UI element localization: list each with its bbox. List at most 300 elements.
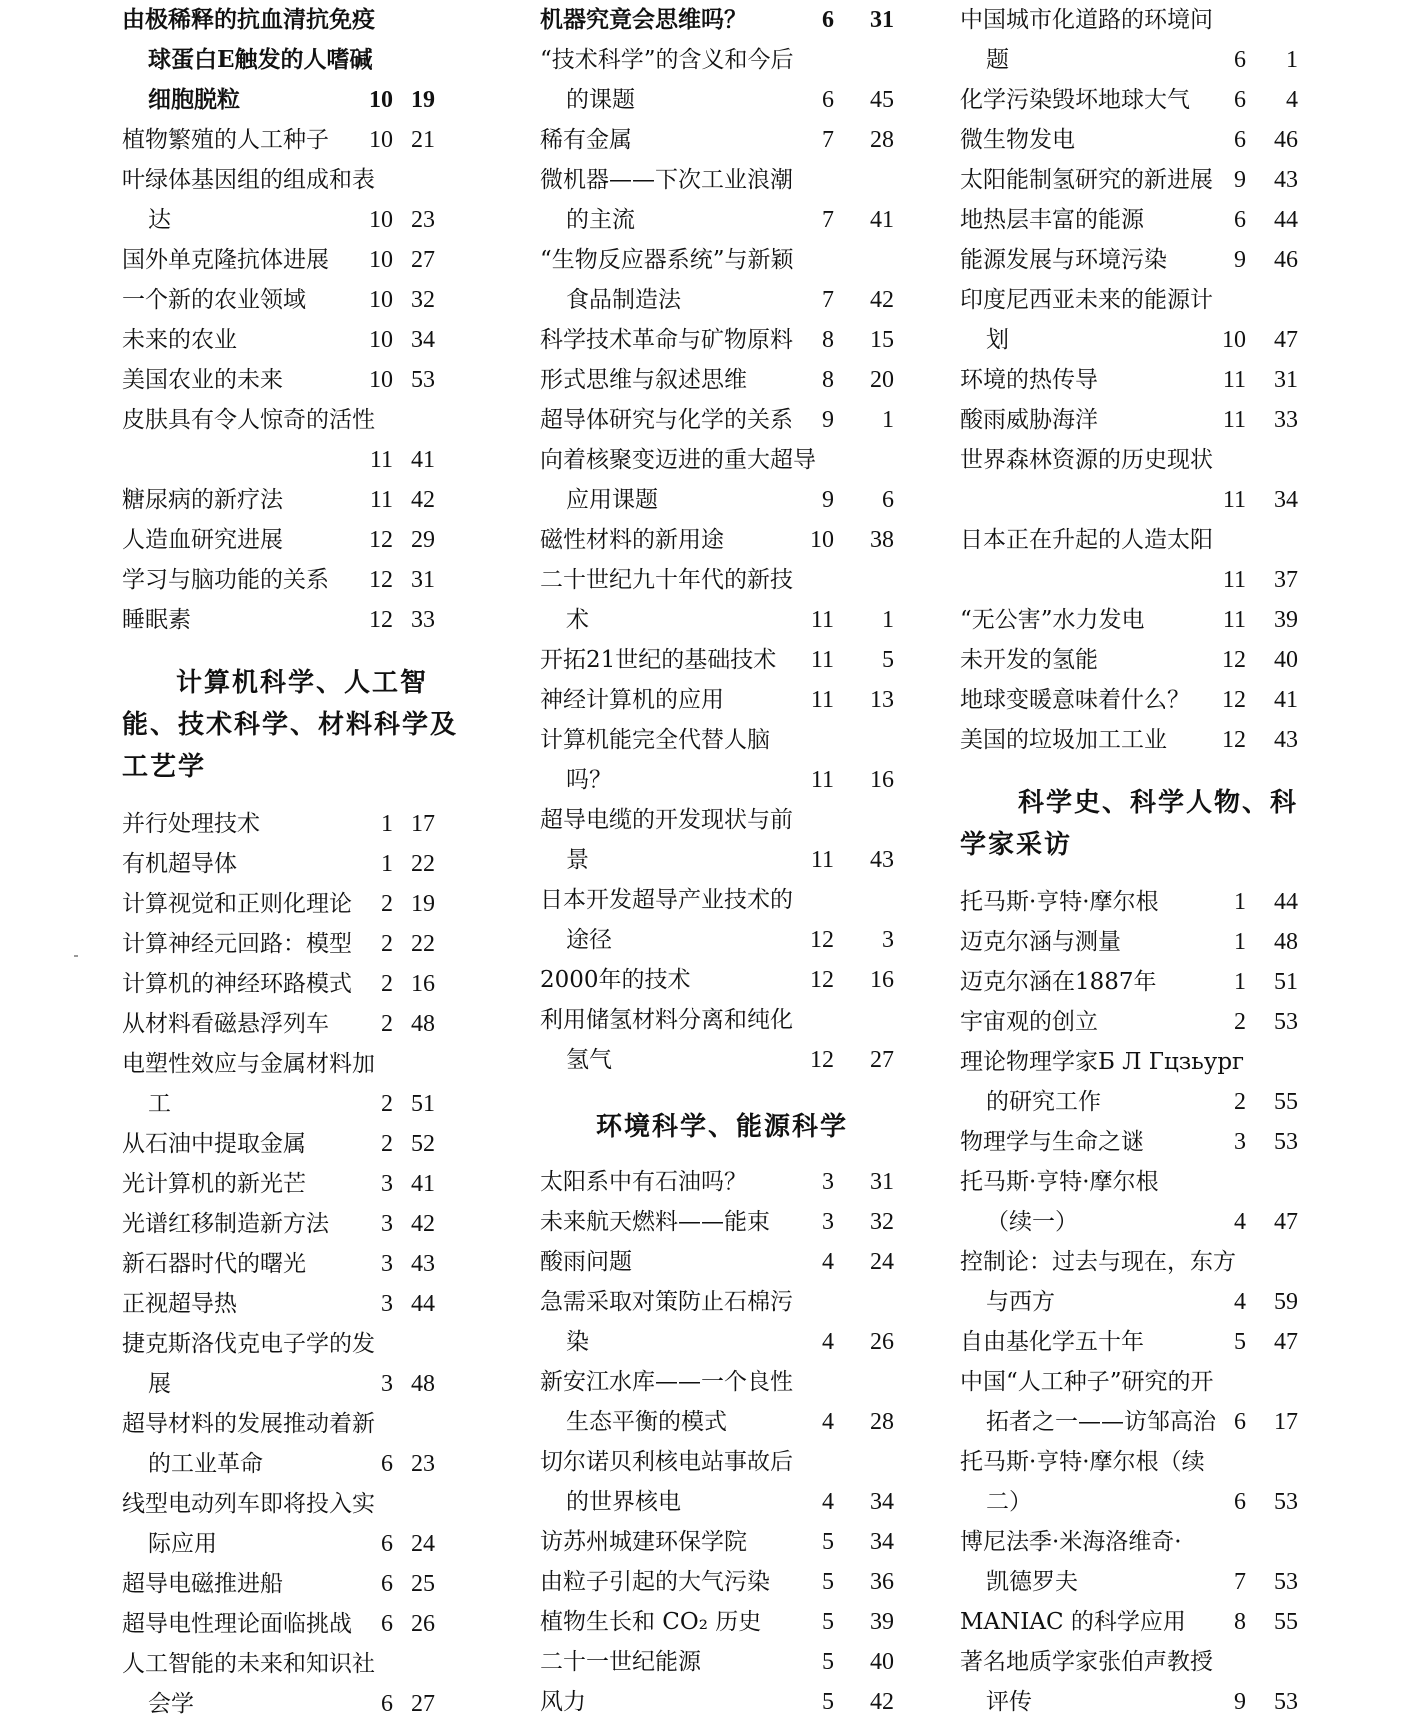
- entry-title: 的研究工作: [986, 1089, 1101, 1115]
- entry-page: 51: [1274, 969, 1298, 995]
- entry-page: 22: [411, 851, 435, 877]
- entry-issue: 2: [1234, 1089, 1246, 1115]
- index-entry: [540, 160, 900, 200]
- index-entry-continuation: [540, 200, 900, 240]
- entry-page: 16: [870, 767, 894, 793]
- entry-issue: 10: [369, 87, 393, 113]
- index-entry: [540, 1162, 900, 1202]
- index-entry-continuation: [960, 320, 1320, 360]
- entry-issue: 1: [381, 851, 393, 877]
- index-entry: [960, 200, 1320, 240]
- entry-issue: 3: [381, 1251, 393, 1277]
- index-entry: [960, 1442, 1320, 1482]
- entry-title: 正视超导热: [122, 1291, 237, 1317]
- index-entry: [960, 1002, 1320, 1042]
- entry-issue: 8: [822, 367, 834, 393]
- entry-issue: 5: [822, 1689, 834, 1715]
- entry-title: 际应用: [148, 1531, 217, 1557]
- entry-title: 吗？: [566, 767, 612, 793]
- index-entry-continuation: [960, 1282, 1320, 1322]
- entry-page: 43: [870, 847, 894, 873]
- index-entry: [122, 400, 487, 440]
- entry-title: 学习与脑功能的关系: [122, 567, 329, 593]
- index-entry: [540, 240, 900, 280]
- entry-title: 世界森林资源的历史现状: [960, 447, 1213, 473]
- index-entry: [540, 560, 900, 600]
- entry-title: 迈克尔涵与测量: [960, 929, 1121, 955]
- entry-issue: 1: [1234, 929, 1246, 955]
- entry-title: 并行处理技术: [122, 811, 260, 837]
- entry-issue: 5: [1234, 1329, 1246, 1355]
- index-entry: [122, 1124, 487, 1164]
- entry-title: 未开发的氢能: [960, 647, 1098, 673]
- entry-title: 叶绿体基因组的组成和表: [122, 167, 375, 193]
- entry-page: 26: [870, 1329, 894, 1355]
- entry-issue: 3: [822, 1209, 834, 1235]
- index-entry: [122, 964, 487, 1004]
- entry-issue: 3: [381, 1291, 393, 1317]
- entry-page: 1: [1286, 47, 1298, 73]
- entry-issue: 6: [381, 1451, 393, 1477]
- entry-title: 理论物理学家Б Л Гцзьург: [960, 1049, 1245, 1075]
- entry-issue: 4: [822, 1249, 834, 1275]
- index-entry: [122, 1244, 487, 1284]
- entry-title: 磁性材料的新用途: [540, 527, 724, 553]
- index-entry: [122, 1404, 487, 1444]
- entry-title: 美国的垃圾加工工业: [960, 727, 1167, 753]
- entry-issue: 6: [381, 1691, 393, 1717]
- index-entry-continuation: [540, 760, 900, 800]
- index-entry: [540, 1602, 900, 1642]
- entry-title: 能源发展与环境污染: [960, 247, 1167, 273]
- index-entry: [122, 360, 487, 400]
- entry-issue: 6: [381, 1531, 393, 1557]
- entry-issue: 12: [810, 967, 834, 993]
- index-entry: [540, 520, 900, 560]
- entry-title: 二）: [986, 1489, 1032, 1515]
- entry-title: 凯德罗夫: [986, 1569, 1078, 1595]
- entry-title: “生物反应器系统”与新颖: [540, 247, 794, 273]
- index-entry: [540, 120, 900, 160]
- entry-page: 40: [1274, 647, 1298, 673]
- index-column-1: [122, 0, 487, 1724]
- index-entry: [540, 800, 900, 840]
- entry-issue: 5: [822, 1649, 834, 1675]
- entry-page: 24: [411, 1531, 435, 1557]
- entry-page: 33: [411, 607, 435, 633]
- entry-issue: 10: [369, 127, 393, 153]
- index-entry: [960, 1522, 1320, 1562]
- index-entry: [122, 1204, 487, 1244]
- index-entry: [122, 280, 487, 320]
- entry-issue: 4: [1234, 1209, 1246, 1235]
- entry-title: 人造血研究进展: [122, 527, 283, 553]
- entry-issue: 2: [381, 891, 393, 917]
- index-entry-continuation: [540, 1482, 900, 1522]
- entry-issue: 11: [810, 647, 834, 673]
- scan-speck: [74, 955, 78, 957]
- entry-issue: 10: [369, 367, 393, 393]
- entry-issue: 9: [822, 407, 834, 433]
- index-entry: [122, 0, 487, 40]
- index-entry: [960, 600, 1320, 640]
- entry-issue: 2: [381, 971, 393, 997]
- entry-title: 的主流: [566, 207, 635, 233]
- entry-title: 细胞脱粒: [148, 86, 240, 113]
- index-entry: [540, 720, 900, 760]
- index-entry: [540, 1242, 900, 1282]
- entry-title: 的课题: [566, 87, 635, 113]
- entry-issue: 3: [822, 1169, 834, 1195]
- entry-issue: 6: [1234, 127, 1246, 153]
- entry-title: 计算视觉和正则化理论: [122, 891, 352, 917]
- index-entry-continuation: [540, 80, 900, 120]
- entry-page: 55: [1274, 1089, 1298, 1115]
- entry-issue: 1: [381, 811, 393, 837]
- entry-issue: 10: [369, 207, 393, 233]
- entry-title: 著名地质学家张伯声教授: [960, 1649, 1213, 1675]
- section-heading: 科学史、科学人物、科学家采访: [960, 788, 1299, 860]
- index-entry: [960, 0, 1320, 40]
- entry-title: 术: [566, 607, 589, 633]
- index-entry: [960, 922, 1320, 962]
- entry-issue: 6: [822, 7, 834, 33]
- index-entry: [122, 1484, 487, 1524]
- entry-page: 1: [882, 407, 894, 433]
- index-entry: [122, 600, 487, 640]
- entry-title: 神经计算机的应用: [540, 687, 724, 713]
- entry-page: 25: [411, 1571, 435, 1597]
- entry-title: “技术科学”的含义和今后: [540, 47, 794, 73]
- entry-title: 工: [148, 1091, 171, 1117]
- entry-page: 17: [1274, 1409, 1298, 1435]
- entry-issue: 4: [1234, 1289, 1246, 1315]
- index-entry: [540, 1000, 900, 1040]
- entry-title: 计算机的神经环路模式: [122, 971, 352, 997]
- entry-page: 26: [411, 1611, 435, 1637]
- entry-issue: 6: [1234, 207, 1246, 233]
- entry-issue: 2: [1234, 1009, 1246, 1035]
- entry-issue: 12: [369, 607, 393, 633]
- entry-page: 16: [870, 967, 894, 993]
- entry-page: 31: [411, 567, 435, 593]
- index-entry-continuation: [540, 840, 900, 880]
- index-entry-continuation: [540, 1322, 900, 1362]
- entry-page: 23: [411, 207, 435, 233]
- entry-page: 39: [1274, 607, 1298, 633]
- index-entry: [540, 640, 900, 680]
- entry-page: 46: [1274, 127, 1298, 153]
- index-column-3: [960, 0, 1320, 1722]
- entry-title: 有机超导体: [122, 851, 237, 877]
- entry-title: 二十一世纪能源: [540, 1649, 701, 1675]
- entry-issue: 12: [369, 527, 393, 553]
- index-entry: [540, 1282, 900, 1322]
- entry-title: 植物繁殖的人工种子: [122, 127, 329, 153]
- index-entry: [540, 400, 900, 440]
- entry-page: 53: [1274, 1489, 1298, 1515]
- entry-title: 睡眠素: [122, 607, 191, 633]
- entry-title: 应用课题: [566, 487, 658, 513]
- index-entry-continuation: [960, 1682, 1320, 1722]
- entry-title: 途径: [566, 927, 612, 953]
- entry-page: 34: [1274, 487, 1298, 513]
- entry-title: 一个新的农业领域: [122, 287, 306, 313]
- entry-title: 由粒子引起的大气污染: [540, 1569, 770, 1595]
- entry-page: 16: [411, 971, 435, 997]
- entry-issue: 5: [822, 1609, 834, 1635]
- entry-title: 向着核聚变迈进的重大超导: [540, 447, 816, 473]
- entry-title: 光计算机的新光芒: [122, 1171, 306, 1197]
- index-entry: [960, 962, 1320, 1002]
- index-entry-continuation: [540, 600, 900, 640]
- entry-title: 印度尼西亚未来的能源计: [960, 287, 1213, 313]
- index-entry: [960, 160, 1320, 200]
- index-entry: [960, 680, 1320, 720]
- entry-page: 42: [870, 287, 894, 313]
- entry-title: 计算机能完全代替人脑: [540, 727, 770, 753]
- entry-title: 糖尿病的新疗法: [122, 487, 283, 513]
- entry-title: 光谱红移制造新方法: [122, 1211, 329, 1237]
- index-entry-continuation: [960, 1202, 1320, 1242]
- index-entry-continuation: [122, 1524, 487, 1564]
- entry-issue: 11: [1222, 607, 1246, 633]
- entry-issue: 9: [1234, 167, 1246, 193]
- entry-title: 2000年的技术: [540, 967, 691, 993]
- entry-title: 形式思维与叙述思维: [540, 367, 747, 393]
- entry-title: 微机器——下次工业浪潮: [540, 167, 793, 193]
- index-entry: [960, 1162, 1320, 1202]
- entry-title: 新安江水库——一个良性: [540, 1369, 793, 1395]
- entry-page: 19: [411, 891, 435, 917]
- entry-title: 博尼法季·米海洛维奇·: [960, 1529, 1182, 1555]
- entry-title: 从石油中提取金属: [122, 1131, 306, 1157]
- entry-issue: 9: [1234, 1689, 1246, 1715]
- index-entry: [122, 1644, 487, 1684]
- entry-title: 从材料看磁悬浮列车: [122, 1011, 329, 1037]
- entry-page: 31: [870, 1169, 894, 1195]
- entry-page: 44: [411, 1291, 435, 1317]
- entry-page: 29: [411, 527, 435, 553]
- entry-page: 55: [1274, 1609, 1298, 1635]
- entry-issue: 3: [381, 1211, 393, 1237]
- index-entry-continuation: [960, 1562, 1320, 1602]
- index-entry: [122, 1164, 487, 1204]
- entry-issue: 6: [381, 1611, 393, 1637]
- index-entry: [540, 360, 900, 400]
- index-entry: [960, 520, 1320, 560]
- index-entry: [540, 1442, 900, 1482]
- entry-page: 20: [870, 367, 894, 393]
- entry-issue: 5: [822, 1569, 834, 1595]
- index-entry-continuation: [122, 1084, 487, 1124]
- entry-issue: 2: [381, 931, 393, 957]
- entry-title: 拓者之一——访邹高治: [986, 1409, 1216, 1435]
- entry-title: 中国“人工种子”研究的开: [960, 1369, 1214, 1395]
- index-entry: [540, 320, 900, 360]
- entry-page: 17: [411, 811, 435, 837]
- entry-page: 3: [882, 927, 894, 953]
- entry-page: 4: [1286, 87, 1298, 113]
- index-entry: [540, 880, 900, 920]
- entry-title: 地球变暖意味着什么？: [960, 687, 1190, 713]
- entry-issue: 12: [369, 567, 393, 593]
- entry-issue: 6: [1234, 47, 1246, 73]
- entry-title: 植物生长和 CO₂ 历史: [540, 1609, 762, 1635]
- index-column-2: [540, 0, 900, 1722]
- entry-page: 28: [870, 127, 894, 153]
- entry-issue: 11: [810, 847, 834, 873]
- index-entry: [960, 480, 1320, 520]
- entry-page: 31: [1274, 367, 1298, 393]
- entry-issue: 6: [381, 1571, 393, 1597]
- index-entry: [960, 240, 1320, 280]
- entry-title: MANIAC 的科学应用: [960, 1609, 1186, 1635]
- index-entry: [960, 882, 1320, 922]
- index-entry-continuation: [960, 1402, 1320, 1442]
- entry-title: 生态平衡的模式: [566, 1409, 727, 1435]
- entry-issue: 8: [1234, 1609, 1246, 1635]
- entry-title: （续一）: [986, 1209, 1078, 1235]
- entry-issue: 2: [381, 1091, 393, 1117]
- entry-title: 托马斯·亨特·摩尔根（续: [960, 1449, 1205, 1475]
- entry-page: 6: [882, 487, 894, 513]
- entry-issue: 11: [369, 447, 393, 473]
- entry-issue: 1: [1234, 969, 1246, 995]
- entry-page: 48: [1274, 929, 1298, 955]
- index-entry: [960, 80, 1320, 120]
- entry-issue: 12: [1222, 727, 1246, 753]
- index-entry: [960, 280, 1320, 320]
- entry-title: 未来的农业: [122, 327, 237, 353]
- entry-page: 51: [411, 1091, 435, 1117]
- entry-page: 38: [870, 527, 894, 553]
- entry-title: 超导电缆的开发现状与前: [540, 807, 793, 833]
- index-entry: [122, 520, 487, 560]
- entry-page: 41: [411, 1171, 435, 1197]
- entry-title: 地热层丰富的能源: [960, 207, 1144, 233]
- entry-page: 40: [870, 1649, 894, 1675]
- entry-page: 39: [870, 1609, 894, 1635]
- entry-issue: 7: [822, 127, 834, 153]
- entry-issue: 8: [822, 327, 834, 353]
- entry-issue: 9: [822, 487, 834, 513]
- index-entry: [122, 1604, 487, 1644]
- entry-title: 切尔诺贝利核电站事故后: [540, 1449, 793, 1475]
- index-entry: [122, 440, 487, 480]
- entry-issue: 11: [1222, 487, 1246, 513]
- entry-title: 国外单克隆抗体进展: [122, 247, 329, 273]
- entry-issue: 1: [1234, 889, 1246, 915]
- entry-title: 急需采取对策防止石棉污: [540, 1289, 793, 1315]
- entry-page: 41: [870, 207, 894, 233]
- entry-page: 15: [870, 327, 894, 353]
- entry-title: 食品制造法: [566, 287, 681, 313]
- entry-title: 二十世纪九十年代的新技: [540, 567, 793, 593]
- entry-page: 44: [1274, 889, 1298, 915]
- index-entry: [540, 440, 900, 480]
- entry-title: 与西方: [986, 1289, 1055, 1315]
- entry-issue: 2: [381, 1131, 393, 1157]
- index-entry: [122, 1044, 487, 1084]
- entry-title: 球蛋白E触发的人嗜碱: [148, 46, 373, 73]
- entry-title: 微生物发电: [960, 127, 1075, 153]
- index-entry: [960, 1642, 1320, 1682]
- entry-title: 酸雨问题: [540, 1249, 632, 1275]
- entry-page: 27: [411, 247, 435, 273]
- entry-page: 45: [870, 87, 894, 113]
- entry-issue: 11: [1222, 367, 1246, 393]
- entry-issue: 4: [822, 1329, 834, 1355]
- entry-title: 展: [148, 1371, 171, 1397]
- entry-title: 达: [148, 207, 171, 233]
- entry-issue: 11: [810, 607, 834, 633]
- entry-title: 电塑性效应与金属材料加: [122, 1051, 375, 1077]
- index-entry-continuation: [122, 1444, 487, 1484]
- entry-page: 43: [1274, 727, 1298, 753]
- entry-issue: 7: [822, 207, 834, 233]
- section-heading: 计算机科学、人工智能、技术科学、材料科学及工艺学: [122, 668, 459, 782]
- entry-page: 5: [882, 647, 894, 673]
- index-entry: [960, 560, 1320, 600]
- index-entry-continuation: [960, 1082, 1320, 1122]
- index-entry: [122, 804, 487, 844]
- entry-issue: 12: [1222, 687, 1246, 713]
- entry-issue: 11: [369, 487, 393, 513]
- entry-title: 环境的热传导: [960, 367, 1098, 393]
- entry-title: 会学: [148, 1691, 194, 1717]
- index-entry-continuation: [122, 40, 487, 80]
- index-entry: [540, 1682, 900, 1722]
- entry-title: 题: [986, 47, 1009, 73]
- entry-title: 氢气: [566, 1047, 612, 1073]
- entry-page: 43: [1274, 167, 1298, 193]
- index-entry: [122, 1004, 487, 1044]
- entry-page: 41: [1274, 687, 1298, 713]
- index-entry: [122, 320, 487, 360]
- entry-title: 超导电磁推进船: [122, 1571, 283, 1597]
- entry-title: 利用储氢材料分离和纯化: [540, 1007, 793, 1033]
- entry-page: 42: [411, 1211, 435, 1237]
- entry-page: 53: [1274, 1689, 1298, 1715]
- entry-issue: 11: [810, 687, 834, 713]
- section-heading: 环境科学、能源科学: [596, 1112, 849, 1142]
- index-entry: [122, 924, 487, 964]
- entry-page: 53: [411, 367, 435, 393]
- entry-title: 超导体研究与化学的关系: [540, 407, 793, 433]
- entry-title: 的工业革命: [148, 1451, 263, 1477]
- entry-title: 人工智能的未来和知识社: [122, 1651, 375, 1677]
- index-entry: [960, 440, 1320, 480]
- entry-page: 24: [870, 1249, 894, 1275]
- entry-page: 44: [1274, 207, 1298, 233]
- index-entry: [960, 1322, 1320, 1362]
- index-entry-continuation: [540, 920, 900, 960]
- entry-page: 52: [411, 1131, 435, 1157]
- entry-title: 计算神经元回路：模型: [122, 931, 352, 957]
- entry-title: 景: [566, 847, 589, 873]
- entry-title: 自由基化学五十年: [960, 1329, 1144, 1355]
- index-entry: [122, 240, 487, 280]
- entry-issue: 12: [1222, 647, 1246, 673]
- entry-page: 53: [1274, 1129, 1298, 1155]
- entry-page: 48: [411, 1011, 435, 1037]
- entry-title: 酸雨威胁海洋: [960, 407, 1098, 433]
- entry-page: 33: [1274, 407, 1298, 433]
- entry-title: 托马斯·亨特·摩尔根: [960, 1169, 1159, 1195]
- entry-issue: 10: [1222, 327, 1246, 353]
- entry-page: 47: [1274, 1329, 1298, 1355]
